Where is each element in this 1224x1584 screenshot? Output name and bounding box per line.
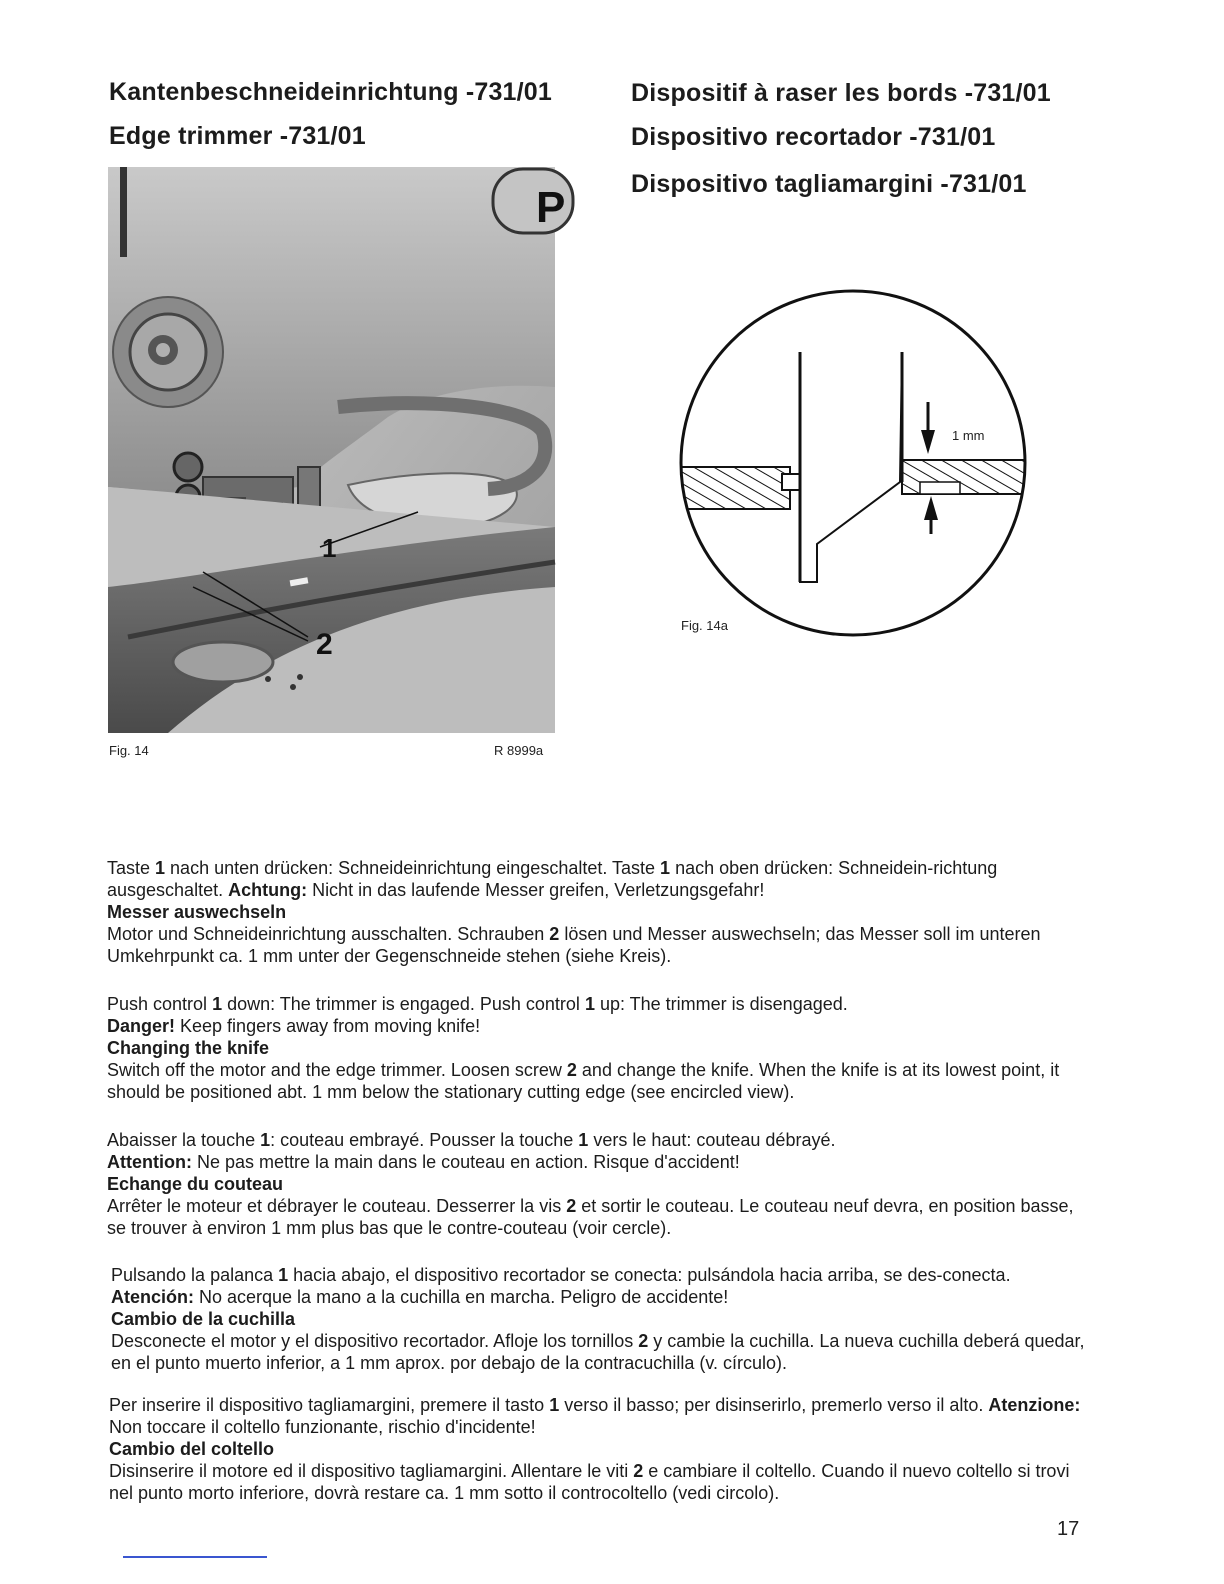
warning-label: Achtung: [228,880,308,900]
section-heading: Cambio del coltello [109,1439,275,1459]
section-heading: Echange du couteau [107,1174,284,1194]
screw-2-ref: 2 [566,1060,577,1080]
section-english: Push control 1 down: The trimmer is engaged. Push control 1 up: The trimmer is disengaged. Danger! Keep fingers away from moving knife! Changing the knife Switch off the motor and the edge trimmer. Loosen screw 2 and change the knife. When the knife is at its lowest point, it should be positioned abt. 1 mm below the stationary cutting edge (see encircled view). [107,993,1082,1103]
control-1-ref: 1 [584,994,595,1014]
control-1-ref: 1 [578,1130,589,1150]
callout-1-label: 1 [322,533,337,563]
section-german: Taste 1 nach unten drücken: Schneideinrichtung eingeschaltet. Taste 1 nach oben drücken: Schneidein-richtung ausgeschaltet. Achtung: Nicht in das laufende Messer greifen, Verletzungsgefahr! Messer auswechseln Motor und Schneideinrichtung ausschalten. Schrauben 2 lösen und Messer auswechseln; das Messer soll im unteren Umkehrpunkt ca. 1 mm unter der Gegenschneide stehen (siehe Kreis). [107,857,1082,967]
warning-label: Atenzione: [988,1395,1081,1415]
section-heading: Cambio de la cuchilla [111,1309,296,1329]
footer-rule [123,1556,267,1558]
screw-2-ref: 2 [566,1196,577,1216]
callout-2-label: 2 [316,628,333,661]
figure-14a-diagram [672,282,1034,644]
control-1-ref: 1 [212,994,223,1014]
logo-letter: P [536,183,566,232]
section-french: Abaisser la touche 1: couteau embrayé. Pousser la touche 1 vers le haut: couteau débrayé. Attention: Ne pas mettre la main dans le couteau en action. Risque d'accident! Echange du couteau Arrêter le moteur et débrayer le couteau. Desserrer la vis 2 et sortir le couteau. Le couteau neuf devra, en position basse, se trouver à environ 1 mm plus bas que le contre-couteau (voir cercle). [107,1129,1082,1239]
title-italian: Dispositivo tagliamargini -731/01 [631,170,1027,198]
figure-14-code: R 8999a [494,743,544,758]
section-italian: Per inserire il dispositivo tagliamargini, premere il tasto 1 verso il basso; per disinserirlo, premerlo verso il alto. Atenzione: Non toccare il coltello funzionante, rischio d'incidente! Cambio del coltello Disinserire il motore ed il dispositivo tagliamargini. Allentare le viti 2 e cambiare il coltello. Cuando il nuevo coltello si trovi nel punto morto inferiore, dovrà restare ca. 1 mm sotto il controcoltello (vedi circolo). [109,1394,1084,1504]
figure-14-photo [108,167,566,733]
warning-label: Attention: [107,1152,192,1172]
measure-label: 1 mm [952,428,985,443]
title-english: Edge trimmer -731/01 [109,122,366,150]
screw-2-ref: 2 [549,924,560,944]
control-1-ref: 1 [278,1265,289,1285]
title-french: Dispositif à raser les bords -731/01 [631,79,1051,107]
section-heading: Changing the knife [107,1038,269,1058]
control-1-ref: 1 [660,858,671,878]
warning-label: Danger! [107,1016,176,1036]
control-1-ref: 1 [155,858,166,878]
warning-label: Atención: [111,1287,194,1307]
page-number: 17 [1057,1518,1080,1540]
figure-14-caption: Fig. 14 [109,743,149,758]
title-spanish: Dispositivo recortador -731/01 [631,123,996,151]
figure-14a-caption: Fig. 14a [681,618,728,633]
section-heading: Messer auswechseln [107,902,287,922]
title-german: Kantenbeschneideinrichtung -731/01 [109,78,553,106]
screw-2-ref: 2 [638,1331,649,1351]
section-spanish: Pulsando la palanca 1 hacia abajo, el dispositivo recortador se conecta: pulsándola hacia arriba, se des-conecta. Atención: No acerque la mano a la cuchilla en marcha. Peligro de accidente! Cambio de la cuchilla Desconecte el motor y el dispositivo recortador. Afloje los tornillos 2 y cambie la cuchilla. La nueva cuchilla deberá quedar, en el punto muerto inferior, a 1 mm aprox. por debajo de la contracuchilla (v. círculo). [111,1265,1085,1373]
control-1-ref: 1 [260,1130,271,1150]
screw-2-ref: 2 [633,1461,644,1481]
control-1-ref: 1 [549,1395,560,1415]
